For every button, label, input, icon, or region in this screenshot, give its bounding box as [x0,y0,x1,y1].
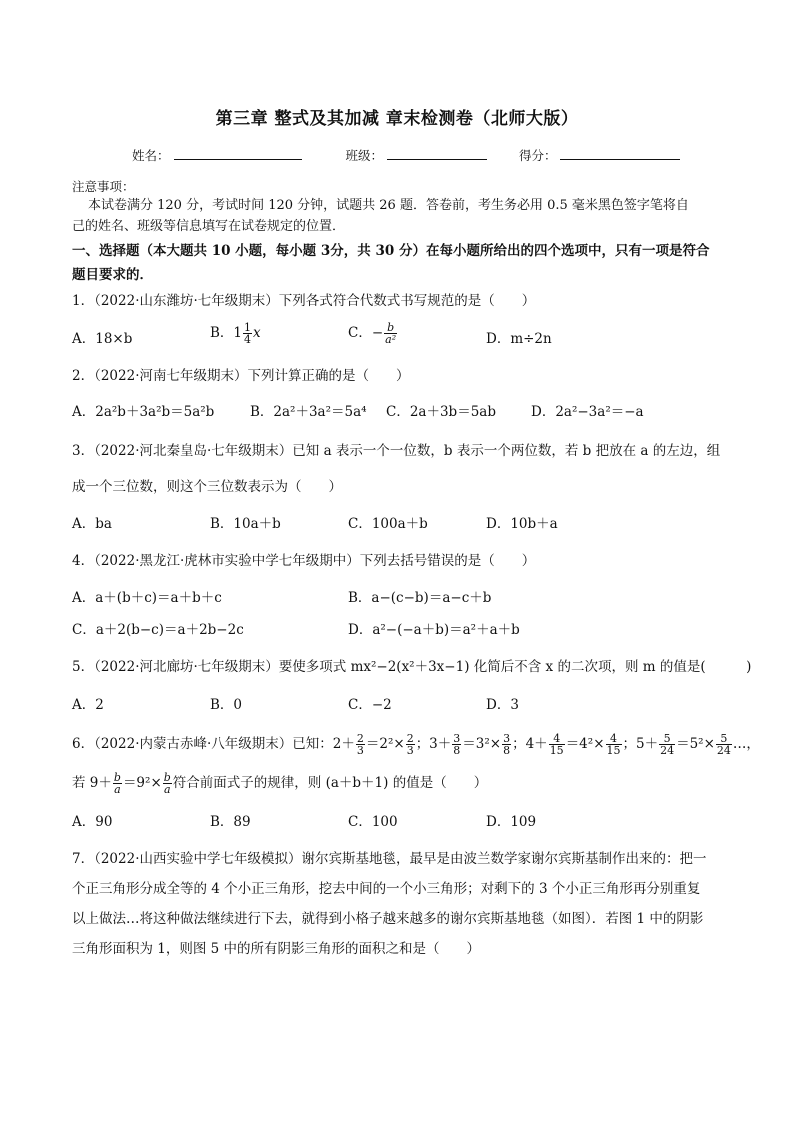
q6-e1-d2: 3 [406,744,414,757]
q6-e3-m: ＝4²× [565,736,605,752]
q6-option-b[interactable]: B．89 [210,814,251,830]
q6-e3-frac [549,733,565,756]
q1-option-d[interactable]: D．m÷2n [486,331,552,347]
question-4-stem: 4．（2022·黑龙江·虎林市实验中学七年级期中）下列去括号错误的是（ ） [72,553,536,569]
q6-e2-frac2 [502,733,511,756]
q6-e4-d2: 24 [716,744,731,757]
q2-option-b[interactable]: B．2a²＋3a²＝5a⁴ [250,404,367,420]
q6-e1: 2＋ [332,736,355,752]
q4-option-c[interactable]: C．a＋2(b−c)＝a＋2b−2c [72,622,244,638]
q6-e3-frac2 [606,733,622,756]
student-info-row [132,146,680,164]
question-7-line-4: 三角形面积为 1，则图 5 中的所有阴影三角形的面积之和是（ ） [72,941,481,957]
q6-e4-d: 24 [660,744,675,757]
q6-s2-d2: a [163,783,171,796]
q6-e4-n2: 5 [716,733,732,745]
q6-option-d[interactable]: D．109 [486,814,537,830]
q6-option-a[interactable]: A．90 [72,814,113,830]
q6-e1-m: ＝2²× [365,736,405,752]
q6-intro: 6．（2022·内蒙古赤峰·八年级期末）已知： [72,736,333,752]
q5-option-a[interactable]: A．2 [72,697,104,713]
q6-s2-post: 符合前面式子的规律，则 (a＋b＋1) 的值是（ ） [172,775,488,791]
q4-option-b[interactable]: B．a−(c−b)＝a−c＋b [348,590,492,606]
name-field[interactable] [174,147,302,160]
q6-s2-n: b [113,771,121,784]
q6-e1-d: 3 [356,744,364,757]
q3-option-d[interactable]: D．10b＋a [486,516,558,532]
q6-e4-m: ＝5²× [676,736,715,752]
page-title: 第三章 整式及其加减 章末检测卷（北师大版） [215,109,579,129]
question-5-stem: 5．（2022·河北廊坊·七年级期末）要使多项式 mx²−2(x²＋3x−1) 化简后不含 x 的二次项，则 m 的值是( ) [72,659,752,675]
q6-e3-n: 4 [549,733,565,745]
q1-option-c[interactable] [348,322,398,345]
q1-c-sign: C．− [348,325,384,341]
class-label: 班级： [345,148,383,163]
q6-e4-frac2 [716,733,732,756]
q5-option-d[interactable]: D．3 [486,697,519,713]
q6-e2-d: 8 [453,744,461,757]
q6-e3: ；4＋ [512,736,548,752]
name-label: 姓名： [132,148,170,163]
question-6-stem-2 [72,772,487,795]
q1-option-a[interactable]: A．18×b [72,331,133,347]
q2-option-d[interactable]: D．2a²−3a²＝−a [531,404,644,420]
notes-line-1: 本试卷满分 120 分，考试时间 120 分钟，试题共 26 题．答卷前，考生务必用 0.5 毫米黑色签字笔将自 [88,198,689,213]
q6-e4-n: 5 [659,733,675,745]
q6-e2-m: ＝3²× [462,736,502,752]
q1-b-whole: B．1 [210,325,243,341]
q5-option-b[interactable]: B．0 [210,697,243,713]
q1-b-var: x [253,325,261,341]
q6-e1-n2: 2 [406,732,414,745]
section-heading-2: 题目要求的． [72,267,153,283]
question-3-stem-1: 3．（2022·河北秦皇岛·七年级期末）已知 a 表示一个一位数，b 表示一个两位数，若 b 把放在 a 的左边，组 [72,443,721,459]
question-6-stem-1 [72,733,760,756]
score-label: 得分： [518,148,557,163]
question-7-line-2: 个正三角形分成全等的 4 个小正三角形，挖去中间的一个小三角形；对剩下的 3 个小正三角形再分别重复 [72,881,701,897]
q3-option-b[interactable]: B．10a＋b [210,516,281,532]
q6-e3-n2: 4 [606,733,622,745]
q6-e2-n: 3 [453,732,461,745]
question-1-stem: 1．（2022·山东潍坊·七年级期末）下列各式符合代数式书写规范的是（ ） [72,293,536,309]
q6-e4-frac [659,733,675,756]
q6-e1-frac2 [406,733,415,756]
q6-e2: ；3＋ [415,736,452,752]
notes-line-2: 己的姓名、班级等信息填写在试卷规定的位置． [72,219,346,234]
question-7-line-3: 以上做法…将这种做法继续进行下去，就得到小格子越来越多的谢尔宾斯基地毯（如图）．若图 1 中的阴影 [72,911,704,927]
question-7-line-1: 7．（2022·山西实验中学七年级模拟）谢尔宾斯基地毯，最早是由波兰数学家谢尔宾斯基制作出来的：把一 [72,851,707,867]
q6-option-c[interactable]: C．100 [348,814,398,830]
section-heading-1: 一、选择题（本大题共 10 小题，每小题 3分，共 30 分）在每小题所给出的四个选项中，只有一项是符合 [72,243,710,259]
q3-option-c[interactable]: C．100a＋b [348,516,428,532]
score-field[interactable] [560,147,680,160]
q6-e4-end: …， [732,736,760,752]
q6-e2-frac [452,733,461,756]
q6-s2-pre: 若 9＋ [72,775,112,791]
q6-e2-n2: 3 [503,732,511,745]
q2-option-a[interactable]: A．2a²b＋3a²b＝5a²b [72,404,215,420]
question-3-stem-2: 成一个三位数，则这个三位数表示为（ ） [72,479,342,495]
q6-e2-d2: 8 [503,744,511,757]
q6-s2-n2: b [163,771,171,784]
q6-e1-n: 2 [356,732,364,745]
q1-c-num: b [384,322,397,334]
q1-c-den: a² [385,333,397,346]
q6-s2-d: a [114,783,121,796]
q6-e4: ；5＋ [622,736,659,752]
q6-s2-frac2 [163,772,172,795]
class-field[interactable] [387,147,487,160]
q3-option-a[interactable]: A．ba [72,516,112,532]
q6-s2-frac [113,772,122,795]
q6-e3-d2: 15 [606,744,621,757]
question-2-stem: 2．（2022·河南七年级期末）下列计算正确的是（ ） [72,368,410,384]
q1-b-fraction [243,322,252,345]
q1-option-b[interactable] [210,322,261,345]
q4-option-d[interactable]: D．a²−(−a＋b)＝a²＋a＋b [348,622,520,638]
q4-option-a[interactable]: A．a＋(b＋c)＝a＋b＋c [72,590,222,606]
notes-heading: 注意事项： [72,179,135,194]
q1-b-den: 4 [244,333,252,346]
q2-option-c[interactable]: C．2a＋3b＝5ab [386,404,496,420]
q6-e1-frac [356,733,365,756]
q5-option-c[interactable]: C．−2 [348,697,392,713]
q6-s2-m: ＝9²× [122,775,162,791]
q6-e3-d: 15 [549,744,564,757]
q1-c-fraction [384,322,397,345]
q1-b-num: 1 [244,321,252,334]
